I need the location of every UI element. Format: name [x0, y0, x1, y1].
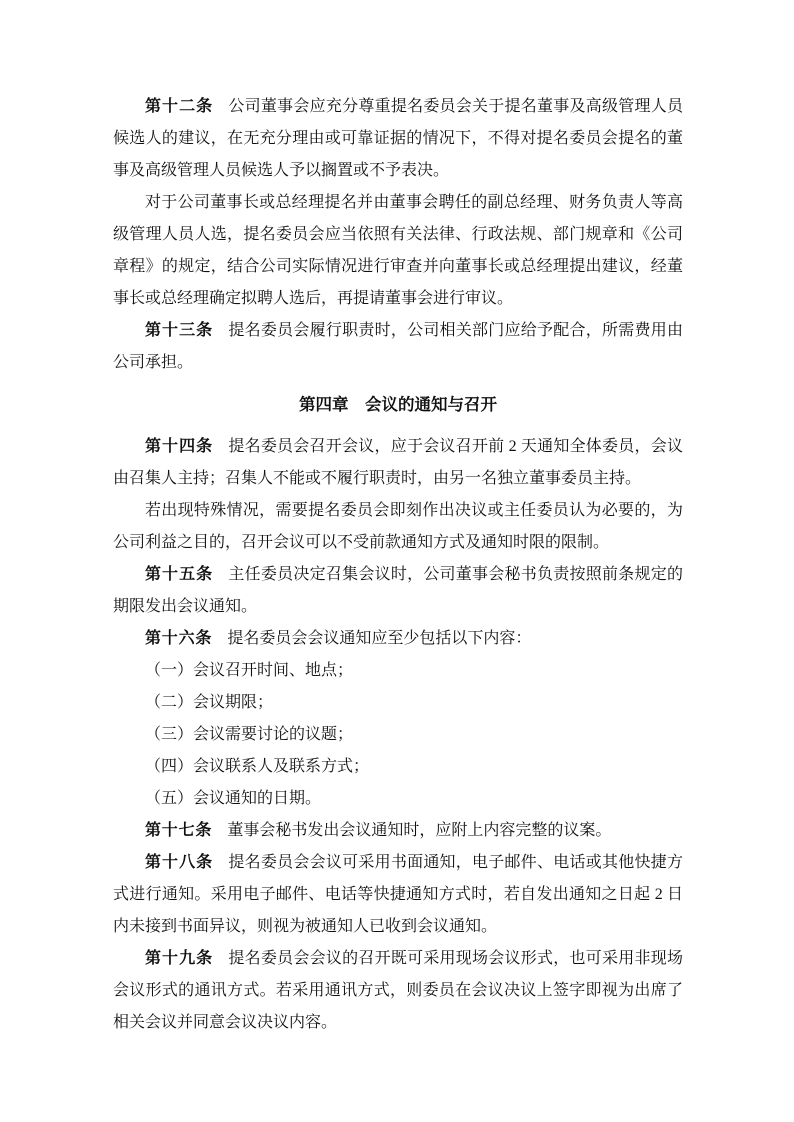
article-14-number: 第十四条 — [145, 438, 214, 455]
article-12-paragraph — [113, 91, 683, 187]
article-12-text: 公司董事会应充分尊重提名委员会关于提名董事及高级管理人员候选人的建议，在无充分理由或可靠证据的情况下，不得对提名委员会提名的董事及高级管理人员候选人予以搁置或不予表决。 — [113, 98, 683, 179]
article-18-number: 第十八条 — [145, 854, 214, 871]
article-14-continuation-text: 若出现特殊情况，需要提名委员会即刻作出决议或主任委员认为必要的，为公司利益之目的，召开会议可以不受前款通知方式及通知时限的限制。 — [113, 502, 683, 551]
article-13-text: 提名委员会履行职责时，公司相关部门应给予配合，所需费用由公司承担。 — [113, 322, 683, 371]
article-15-paragraph — [113, 559, 683, 623]
article-14-paragraph — [113, 431, 683, 495]
article-16-text: 提名委员会会议通知应至少包括以下内容： — [227, 630, 532, 647]
article-14-text: 提名委员会召开会议，应于会议召开前 2 天通知全体委员，会议由召集人主持；召集人不能或不履行职责时，由另一名独立董事委员主持。 — [113, 438, 683, 487]
list-item-1 — [113, 655, 683, 687]
list-item-5-text: （五）会议通知的日期。 — [145, 790, 322, 807]
article-16-number: 第十六条 — [145, 630, 213, 647]
list-item-3-text: （三）会议需要讨论的议题； — [145, 726, 354, 743]
article-18-text: 提名委员会会议可采用书面通知，电子邮件、电话或其他快捷方式进行通知。采用电子邮件、电话等快捷通知方式时，若自发出通知之日起 2 日内未接到书面异议，则视为被通知人已收到会议通知。 — [113, 854, 683, 935]
article-15-number: 第十五条 — [145, 566, 214, 583]
article-17-number: 第十七条 — [145, 822, 213, 839]
article-13-paragraph — [113, 315, 683, 379]
article-12-number: 第十二条 — [145, 98, 214, 115]
article-19-paragraph — [113, 943, 683, 1039]
list-item-4-text: （四）会议联系人及联系方式； — [145, 758, 370, 775]
list-item-3 — [113, 719, 683, 751]
article-13-number: 第十三条 — [145, 322, 214, 339]
list-item-2-text: （二）会议期限； — [145, 694, 274, 711]
article-18-paragraph — [113, 847, 683, 943]
article-16-paragraph — [113, 623, 683, 655]
article-12-continuation-paragraph — [113, 187, 683, 315]
chapter-4-heading: 第四章 会议的通知与召开 — [299, 395, 497, 414]
article-19-number: 第十九条 — [145, 950, 214, 967]
article-12-continuation-text: 对于公司董事长或总经理提名并由董事会聘任的副总经理、财务负责人等高级管理人员人选，提名委员会应当依照有关法律、行政法规、部门规章和《公司章程》的规定，结合公司实际情况进行审查并向董事长或总经理提出建议，经董事长或总经理确定拟聘人选后，再提请董事会进行审议。 — [113, 194, 683, 307]
list-item-5 — [113, 783, 683, 815]
article-17-text: 董事会秘书发出会议通知时，应附上内容完整的议案。 — [227, 822, 612, 839]
article-15-text: 主任委员决定召集会议时，公司董事会秘书负责按照前条规定的期限发出会议通知。 — [113, 566, 683, 615]
list-item-1-text: （一）会议召开时间、地点； — [145, 662, 354, 679]
article-19-text: 提名委员会会议的召开既可采用现场会议形式，也可采用非现场会议形式的通讯方式。若采用通讯方式，则委员在会议决议上签字即视为出席了相关会议并同意会议决议内容。 — [113, 950, 683, 1031]
article-17-paragraph — [113, 815, 683, 847]
article-14-continuation-paragraph — [113, 495, 683, 559]
list-item-2 — [113, 687, 683, 719]
list-item-4 — [113, 751, 683, 783]
